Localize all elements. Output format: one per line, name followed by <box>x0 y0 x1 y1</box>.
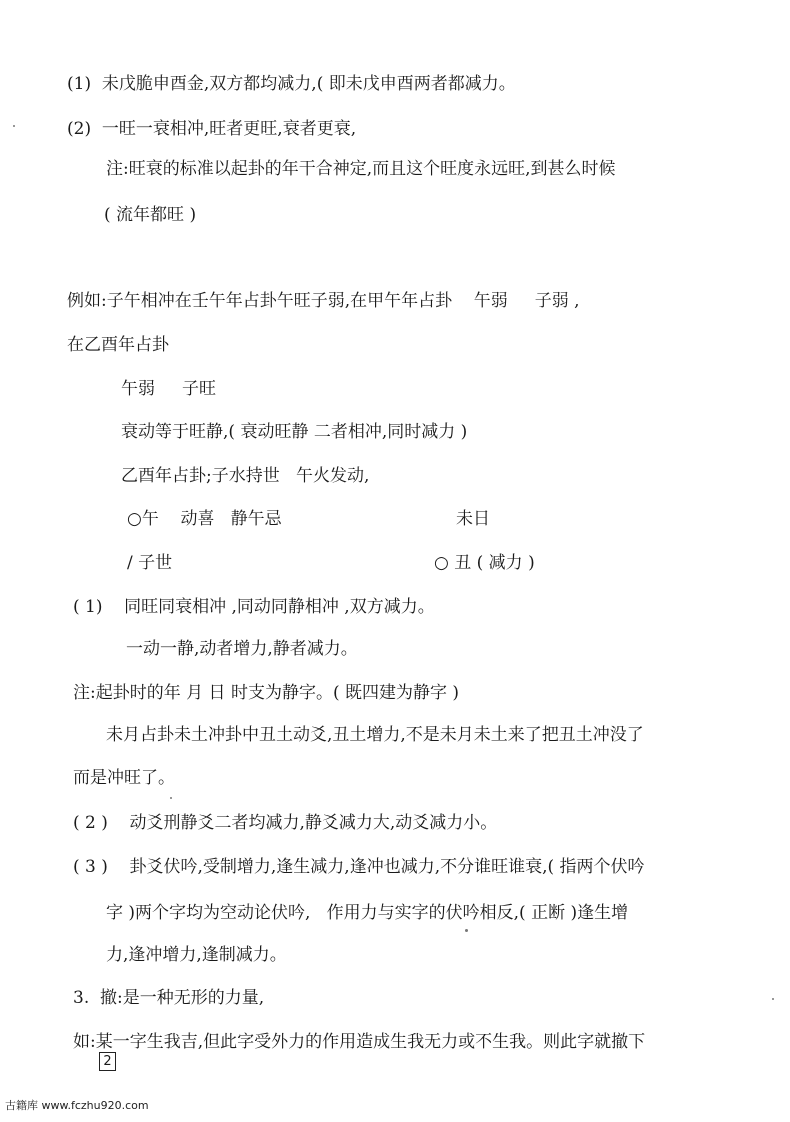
text-line-20: ( 3 ) 卦爻伏吟,受制增力,逢生减力,逢冲也减力,不分谁旺谁衰,( 指两个伏吟 <box>73 857 645 877</box>
text-line-8: 衰动等于旺静,( 衰动旺静 二者相冲,同时减力 ) <box>121 422 468 442</box>
scan-speck <box>13 125 15 127</box>
scan-speck <box>170 797 172 799</box>
text-line-14: ( 1) 同旺同衰相冲 ,同动同静相冲 ,双方减力。 <box>73 597 435 617</box>
scan-speck <box>465 929 468 932</box>
text-line-13: ○ 丑 ( 减力 ) <box>434 553 535 573</box>
text-line-17: 未月占卦未土冲卦中丑土动爻,丑土增力,不是未月未土来了把丑土冲没了 <box>106 725 644 745</box>
text-line-15: 一动一静,动者增力,静者减力。 <box>126 639 358 659</box>
text-line-4: ( 流年都旺 ) <box>104 205 197 225</box>
text-line-7: 午弱 子旺 <box>121 379 217 399</box>
scan-speck <box>772 998 774 1000</box>
text-line-11: 未日 <box>456 509 490 529</box>
text-line-10: ○午 动喜 静午忌 <box>127 509 282 529</box>
text-line-2: (2) 一旺一衰相冲,旺者更旺,衰者更衰, <box>67 119 357 139</box>
text-line-1: (1) 未戊脆申酉金,双方都均减力,( 即未戊申酉两者都减力。 <box>67 74 516 94</box>
footer-watermark: 古籍库 www.fczhu920.com <box>5 1099 149 1112</box>
text-line-16: 注:起卦时的年 月 日 时支为静字。( 既四建为静字 ) <box>73 683 460 703</box>
text-line-23: 3. 撤:是一种无形的力量, <box>73 988 265 1008</box>
text-line-12: / 子世 <box>127 553 173 573</box>
text-line-24: 如:某一字生我吉,但此字受外力的作用造成生我无力或不生我。则此字就撤下 <box>73 1032 646 1052</box>
text-line-22: 力,逢冲增力,逢制减力。 <box>106 945 287 965</box>
text-line-3: 注:旺衰的标准以起卦的年干合神定,而且这个旺度永远旺,到甚么时候 <box>106 159 616 179</box>
text-line-6: 在乙酉年占卦 <box>67 335 169 355</box>
text-line-18: 而是冲旺了。 <box>73 768 175 788</box>
text-line-21: 字 )两个字均为空动论伏吟, 作用力与实字的伏吟相反,( 正断 )逢生增 <box>106 903 629 923</box>
text-line-19: ( 2 ) 动爻刑静爻二者均减力,静爻减力大,动爻减力小。 <box>73 813 498 833</box>
text-line-9: 乙酉年占卦;子水持世 午火发动, <box>121 466 370 486</box>
text-line-5: 例如:子午相冲在壬午年占卦午旺子弱,在甲午年占卦 午弱 子弱 , <box>67 291 580 311</box>
page-number-box: 2 <box>99 1052 116 1071</box>
